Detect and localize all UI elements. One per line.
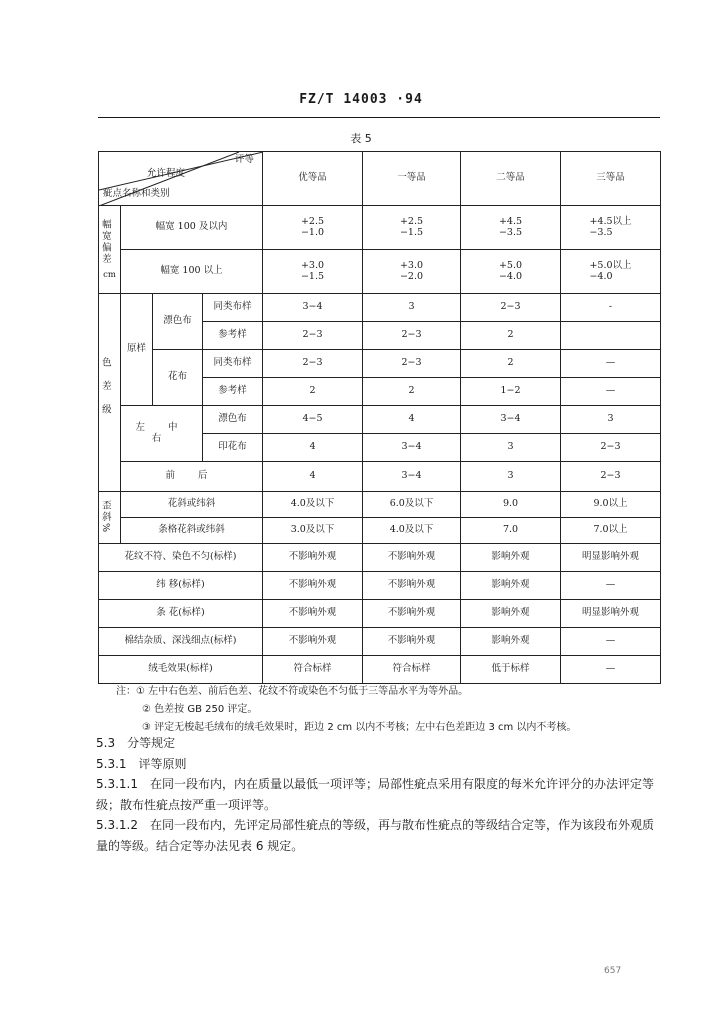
table-cell: — [561,572,661,600]
lcr-plain-label: 漂色布 [203,406,263,434]
corner-cell [99,152,263,206]
corner-grade-label: 评等 [234,154,254,165]
table-cell: 符合标样 [363,656,461,684]
table-row [99,462,661,492]
table-notes [116,683,676,737]
table-cell [561,250,661,294]
table-cell [461,250,561,294]
table-cell: 不影响外观 [363,572,461,600]
table-cell: 9.0 [461,492,561,518]
note-line: 注：① 左中右色差、前后色差、花纹不符或染色不匀低于三等品水平为等外品。 [116,686,469,697]
table-cell: 3 [363,294,461,322]
value-upper: +2.5 [399,215,424,227]
value-lower: −1.5 [300,270,325,282]
table-cell: 3−4 [461,406,561,434]
table-cell [363,250,461,294]
value-lower: −4.0 [589,270,613,282]
grade-header: 二等品 [461,152,561,206]
grade-header: 三等品 [561,152,661,206]
table-cell: 影响外观 [461,628,561,656]
table-cell: 2−3 [561,434,661,462]
reference-sample-label: 参考样 [203,322,263,350]
table-cell: 2−3 [561,462,661,492]
table-row [99,544,661,572]
table-cell: 1−2 [461,378,561,406]
table-cell: 影响外观 [461,544,561,572]
table-cell: 7.0以上 [561,518,661,544]
table-cell [561,322,661,350]
header-rule [98,117,660,118]
lcr-print-label: 印花布 [203,434,263,462]
table-cell [263,206,363,250]
width-dev-label [99,206,121,294]
value-lower: −1.5 [399,226,424,238]
same-sample-label: 同类布样 [203,350,263,378]
corner-defect-label: 疵点名称和类别 [103,188,170,199]
table-cell: 3 [461,434,561,462]
value-upper: +2.5 [300,215,325,227]
paragraph: 5.3.1.1 在同一段布内，内在质量以最低一项评等；局部性疵点采用有限度的每米允许评分的办法评定等级；散布性疵点按严重一项评等。 [96,777,654,812]
grade-header: 优等品 [263,152,363,206]
table-row [99,628,661,656]
table-row [99,294,661,322]
table-cell: 影响外观 [461,600,561,628]
row-label: 幅宽 100 以上 [121,250,263,294]
row-label: 纬 移(标样) [99,572,263,600]
table-cell: 4.0及以下 [263,492,363,518]
table-cell: 不影响外观 [263,544,363,572]
row-label: 棉结杂质、深浅细点(标样) [99,628,263,656]
front-back-label [121,462,263,492]
same-sample-label: 同类布样 [203,294,263,322]
body-text [96,733,662,856]
table-cell: 2 [363,378,461,406]
table-cell [363,206,461,250]
table-cell: 2−3 [363,350,461,378]
reference-sample-label: 参考样 [203,378,263,406]
row-label: 花斜或纬斜 [121,492,263,518]
table-row [99,572,661,600]
value-upper: +3.0 [300,259,325,271]
table-row [99,600,661,628]
table-cell: 2 [461,322,561,350]
value-upper: +5.0 [498,259,523,271]
table-cell: — [561,378,661,406]
table-cell: 不影响外观 [263,628,363,656]
value-lower: −3.5 [498,226,523,238]
color-diff-label [99,294,121,492]
table-cell: 不影响外观 [363,628,461,656]
table-cell: 明显影响外观 [561,544,661,572]
section-heading: 5.3 分等规定 [96,736,176,750]
table-cell: 4 [263,434,363,462]
value-upper: +4.5以上 [589,215,632,227]
table-cell: 不影响外观 [363,600,461,628]
row-label: 幅宽 100 及以内 [121,206,263,250]
table-cell: 影响外观 [461,572,561,600]
grade-header: 一等品 [363,152,461,206]
table-title: 表 5 [350,132,372,145]
width-dev-text: 幅宽偏差 [99,218,111,265]
table-cell: 不影响外观 [263,572,363,600]
table-cell: 4 [263,462,363,492]
value-lower: −4.0 [498,270,523,282]
table-cell: — [561,350,661,378]
subsection-heading: 5.3.1 评等原则 [96,756,187,771]
row-label: 绒毛效果(标样) [99,656,263,684]
value-upper: +4.5 [498,215,523,227]
table-cell: 2−3 [461,294,561,322]
table-cell: 2−3 [263,322,363,350]
value-upper: +5.0以上 [589,259,632,271]
table-cell: 4−5 [263,406,363,434]
table-cell: 6.0及以下 [363,492,461,518]
color-diff-text: 色差级 [99,357,111,428]
table-cell: — [561,656,661,684]
table-row [99,250,661,294]
value-upper: +3.0 [399,259,424,271]
lcr-label [121,406,203,462]
printed-cloth-label: 花布 [153,350,203,406]
table-cell: — [561,628,661,656]
table-cell: 4.0及以下 [363,518,461,544]
value-lower: −3.5 [589,226,613,238]
table-row [99,350,661,378]
table-row [99,518,661,544]
table-cell: 2−3 [363,322,461,350]
table-cell: 3−4 [363,434,461,462]
paragraph: 5.3.1.2 在同一段布内，先评定局部性疵点的等级，再与散布性疵点的等级结合定等，作为该段布外观质量的等级。结合定等办法见表 6 规定。 [96,818,654,853]
note-line: ② 色差按 GB 250 评定。 [142,704,258,715]
table-cell: 不影响外观 [263,600,363,628]
table-cell: 2−3 [263,350,363,378]
original-sample-label: 原样 [121,294,153,406]
table-cell: 3.0及以下 [263,518,363,544]
table-cell [263,250,363,294]
header-row [99,152,661,206]
note-line: ③ 评定无梭起毛绒布的绒毛效果时，距边 2 cm 以内不考核；左中右色差距边 3 cm 以内不考核。 [142,722,577,733]
grading-table [98,151,661,684]
table-cell: 2 [461,350,561,378]
page-number: 657 [604,966,622,976]
table-cell: 2 [263,378,363,406]
table-row [99,206,661,250]
value-lower: −2.0 [399,270,424,282]
front-back-text: 前 后 [165,470,218,482]
value-lower: −1.0 [300,226,325,238]
table-row [99,492,661,518]
width-dev-unit: cm [103,269,116,280]
row-label: 条 花(标样) [99,600,263,628]
table-cell: - [561,294,661,322]
corner-degree-label: 允许程度 [147,168,186,179]
plain-cloth-label: 漂色布 [153,294,203,350]
standard-number: FZ/T 14003 ·94 [299,92,423,107]
table-cell: 9.0以上 [561,492,661,518]
table-cell: 3−4 [263,294,363,322]
skew-text: 歪斜% [99,500,111,535]
table-row [99,406,661,434]
table-cell: 3 [561,406,661,434]
table-cell: 符合标样 [263,656,363,684]
row-label: 条格花斜或纬斜 [121,518,263,544]
table-cell: 3 [461,462,561,492]
table-row [99,656,661,684]
skew-label [99,492,121,544]
table-cell [461,206,561,250]
table-cell: 低于标样 [461,656,561,684]
table-cell: 7.0 [461,518,561,544]
row-label: 花纹不符、染色不匀(标样) [99,544,263,572]
table-cell: 3−4 [363,462,461,492]
table-cell: 不影响外观 [363,544,461,572]
lcr-text: 左 中 右 [135,421,188,444]
table-cell: 4 [363,406,461,434]
table-cell [561,206,661,250]
table-cell: 明显影响外观 [561,600,661,628]
